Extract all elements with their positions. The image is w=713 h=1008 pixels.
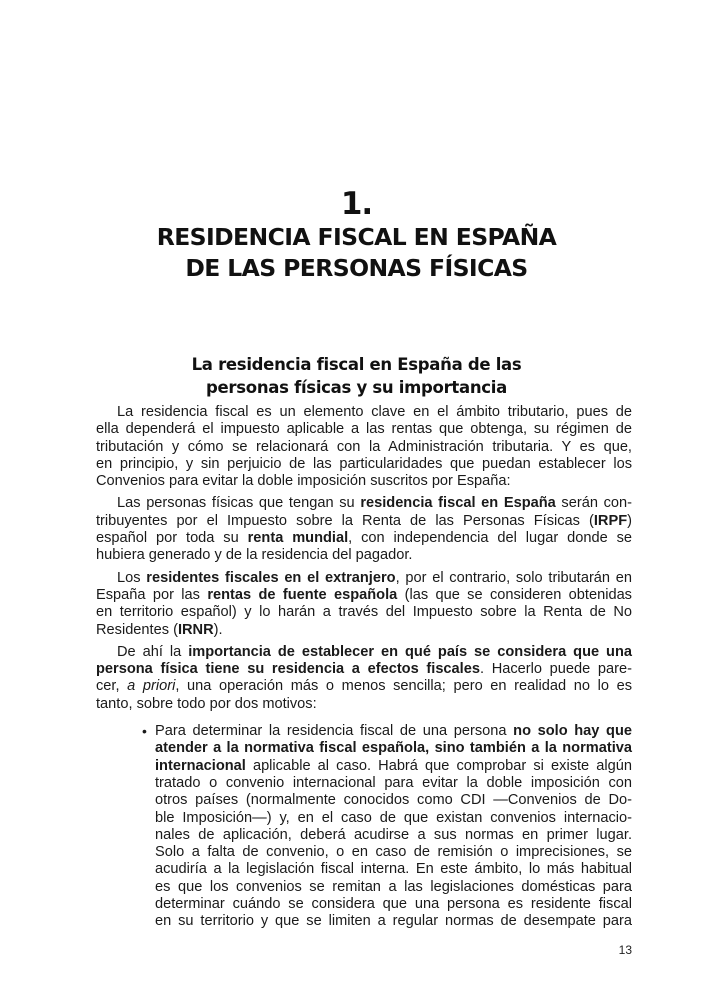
text-line <box>96 644 632 661</box>
text-run: , por el contrario, solo tributarán en <box>395 569 633 586</box>
text-line <box>96 678 632 695</box>
text-line <box>96 513 632 530</box>
text-line: hubiera generado y de la residencia del pagador. <box>96 547 413 564</box>
text-line: otros países (normalmente conocidos como CDI —Convenios de Do- <box>155 792 632 809</box>
text-line <box>96 622 632 639</box>
text-run: De ahí la <box>117 643 189 660</box>
italic-term: a priori <box>127 678 176 695</box>
text-run: Residentes ( <box>96 621 178 638</box>
text-run: tribuyentes por el Impuesto sobre la Renta de las Personas Físicas ( <box>96 512 594 529</box>
bullet-item <box>0 723 691 931</box>
bold-term: no solo hay que <box>513 723 632 740</box>
bold-term: importancia de establecer en qué país se considera que una <box>188 643 632 660</box>
text-line: nales de aplicación, deberá acudirse a sus normas en primer lugar. <box>155 826 632 843</box>
text-line: en principio, y sin perjuicio de las particularidades que puedan establecer los <box>96 455 632 472</box>
bullet-mark: • <box>142 723 147 740</box>
text-run: cer, <box>96 678 128 695</box>
chapter-title-line: RESIDENCIA FISCAL EN ESPAÑA <box>156 223 557 251</box>
text-line <box>155 740 632 757</box>
text-line <box>155 758 632 775</box>
text-line <box>96 495 632 512</box>
section-heading <box>0 353 713 399</box>
text-run: . Hacerlo puede pare- <box>479 661 633 678</box>
text-line: La residencia fiscal es un elemento clave en el ámbito tributario, pues de <box>117 404 632 420</box>
text-run: aplicable al caso. Habrá que comprobar si existe algún <box>245 757 632 774</box>
text-run: Los <box>117 569 147 586</box>
paragraph-3 <box>96 570 632 639</box>
bold-term: residentes fiscales en el extranjero <box>146 569 396 586</box>
text-line: Convenios para evitar la doble imposición suscritos por España: <box>96 473 511 490</box>
paragraph-4 <box>96 644 632 713</box>
bold-term: IRPF <box>593 512 628 529</box>
section-heading-line: personas físicas y su importancia <box>206 378 507 397</box>
page-number: 13 <box>618 943 632 957</box>
bold-term: atender a la normativa fiscal española, sino también a la normativa <box>155 740 632 757</box>
text-line: tratado o convenio internacional para evitar la doble imposición con <box>155 774 632 791</box>
text-run: ). <box>213 621 223 638</box>
text-line: en su territorio y que se limiten a regular normas de desempate para <box>155 913 632 930</box>
text-run: (las que se consideren obtenidas <box>397 586 632 603</box>
text-line: es que los convenios se remitan a las legislaciones domésticas para <box>155 878 632 895</box>
text-line: ble Imposición—) y, en el caso de que existan convenios internacio- <box>155 809 632 826</box>
text-line <box>96 570 632 587</box>
text-run: Para determinar la residencia fiscal de una persona <box>155 723 514 740</box>
text-line: Solo a falta de convenio, o en caso de remisión o imprecisiones, se <box>155 844 632 861</box>
text-run: Las personas físicas que tengan su <box>117 495 361 512</box>
bold-term: residencia fiscal en España <box>360 495 556 512</box>
bold-term: rentas de fuente española <box>207 586 398 603</box>
text-line <box>96 587 632 604</box>
bold-term: IRNR <box>177 621 214 638</box>
text-run: serán con- <box>555 495 632 512</box>
text-run: , una operación más o menos sencilla; pero en realidad no lo es <box>175 678 632 695</box>
section-heading-line: La residencia fiscal en España de las <box>191 355 522 374</box>
chapter-number: 1. <box>340 186 373 222</box>
text-line <box>155 723 632 740</box>
text-line: tanto, sobre todo por dos motivos: <box>96 695 317 712</box>
paragraph-2 <box>96 495 632 564</box>
bold-term: renta mundial <box>247 530 349 547</box>
text-run: ) <box>627 512 632 529</box>
bold-term: persona física tiene su residencia a efectos fiscales <box>96 661 480 678</box>
text-run: , con independencia del lugar donde se <box>348 530 632 547</box>
text-run: España por las <box>96 586 208 603</box>
text-line: tributación y cómo se relacionará con la Administración tributaria. Y es que, <box>96 438 632 455</box>
text-line <box>96 530 632 547</box>
body-text <box>96 404 632 936</box>
text-run: español por toda su <box>96 530 248 547</box>
text-line <box>96 661 632 678</box>
text-line: ella dependerá el impuesto aplicable a las rentas que obtenga, su régimen de <box>96 421 632 438</box>
bold-term: internacional <box>155 757 246 774</box>
text-line: en territorio español) y lo harán a través del Impuesto sobre la Renta de No <box>96 604 632 621</box>
text-line: acudiría a la legislación fiscal interna. En este ámbito, lo más habitual <box>155 861 632 878</box>
chapter-title-line: DE LAS PERSONAS FÍSICAS <box>185 254 528 282</box>
chapter-title <box>0 222 713 284</box>
text-line: determinar cuándo se considera que una persona es residente fiscal <box>155 896 632 913</box>
paragraph-1 <box>96 404 632 490</box>
